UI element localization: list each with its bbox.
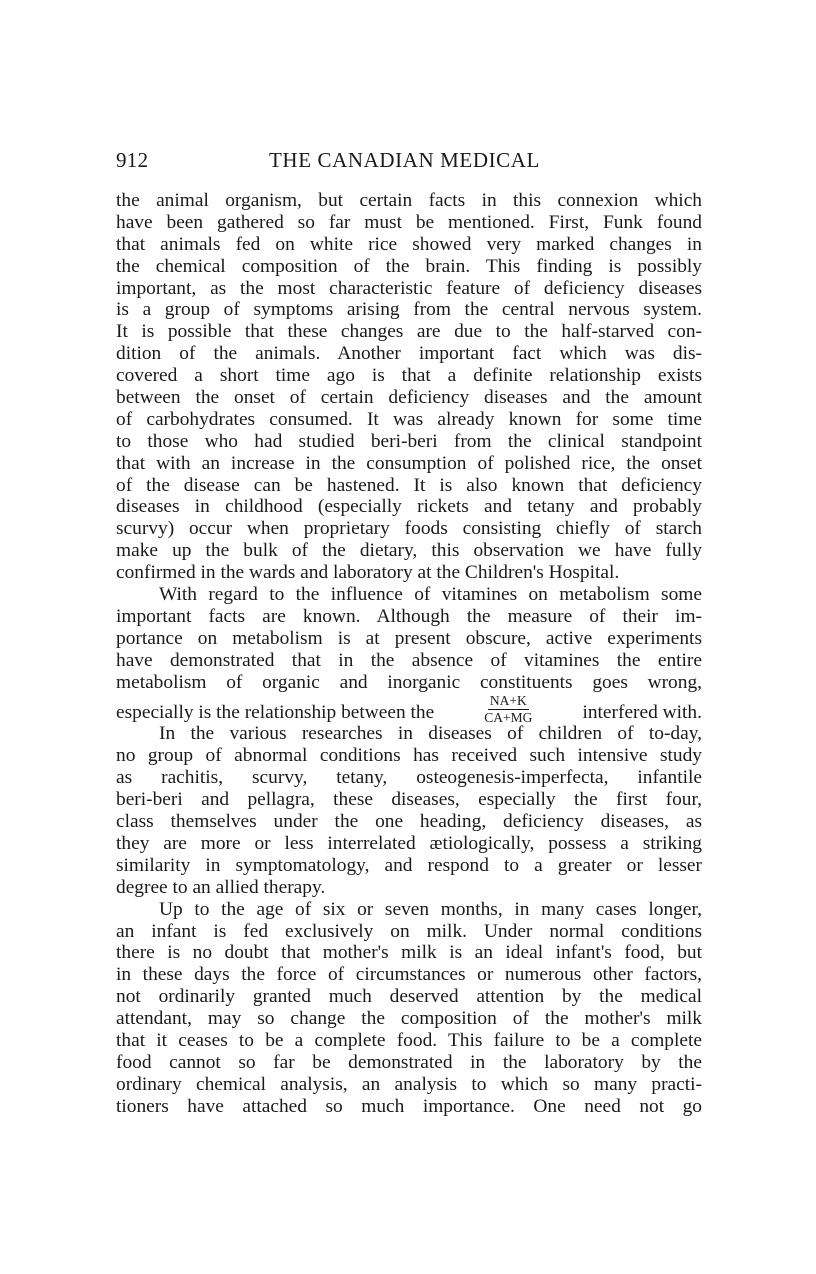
fraction-numerator: NA+K xyxy=(489,693,527,709)
text-line: class themselves under the one heading, deficiency diseases, as xyxy=(116,811,702,833)
ion-ratio-fraction xyxy=(482,694,534,725)
paragraph-2 xyxy=(116,584,702,726)
text-line: an infant is fed exclusively on milk. Under normal conditions xyxy=(116,920,702,942)
paragraph-1 xyxy=(116,190,702,584)
text-line: they are more or less interrelated ætiologically, possess a striking xyxy=(116,832,702,854)
text-line: of carbohydrates consumed. It was already known for some time xyxy=(116,408,702,430)
text-line: not ordinarily granted much deserved attention by the medical xyxy=(116,986,702,1008)
paragraph-4 xyxy=(116,899,702,1118)
page-number: 912 xyxy=(116,148,149,172)
text-line: important facts are known. Although the measure of their im- xyxy=(116,605,702,627)
text-line: scurvy) occur when proprietary foods consisting chiefly of starch xyxy=(116,518,702,540)
text-line: food cannot so far be demonstrated in the laboratory by the xyxy=(116,1051,702,1073)
text-line: between the onset of certain deficiency diseases and the amount xyxy=(116,387,702,409)
text-line: dition of the animals. Another important fact which was dis- xyxy=(116,343,702,365)
text-line: It is possible that these changes are due to the half-starved con- xyxy=(116,321,702,343)
text-line: as rachitis, scurvy, tetany, osteogenesis-imperfecta, infantile xyxy=(116,767,702,789)
text-line: In the various researches in diseases of children of to-day, xyxy=(159,723,702,745)
running-title: THE CANADIAN MEDICAL xyxy=(269,148,540,172)
text-line: the animal organism, but certain facts in this connexion which xyxy=(116,190,702,211)
paragraph-3 xyxy=(116,723,702,898)
text-line: With regard to the influence of vitamines on metabolism some xyxy=(159,584,702,606)
text-line: covered a short time ago is that a definite relationship exists xyxy=(116,365,702,387)
text-line: that it ceases to be a complete food. This failure to be a complete xyxy=(116,1029,702,1051)
fraction-denominator: CA+MG xyxy=(484,710,533,726)
page-header xyxy=(116,148,704,178)
text-line: in these days the force of circumstances or numerous other factors, xyxy=(116,964,702,986)
text-line: beri-beri and pellagra, these diseases, especially the first four, xyxy=(116,789,702,811)
text-line: attendant, may so change the composition of the mother's milk xyxy=(116,1008,702,1030)
text-line: similarity in symptomatology, and respond to a greater or lesser xyxy=(116,854,702,876)
text-line: important, as the most characteristic feature of deficiency diseases xyxy=(116,277,702,299)
text-line: diseases in childhood (especially rickets and tetany and probably xyxy=(116,496,702,518)
text-line: have been gathered so far must be mentioned. First, Funk found xyxy=(116,211,702,233)
text-line: the chemical composition of the brain. This finding is possibly xyxy=(116,255,702,277)
text-line: metabolism of organic and inorganic constituents goes wrong, xyxy=(116,671,702,693)
text-line: of the disease can be hastened. It is also known that deficiency xyxy=(116,474,702,496)
text-line: make up the bulk of the dietary, this observation we have fully xyxy=(116,540,702,562)
text-line: portance on metabolism is at present obscure, active experiments xyxy=(116,627,702,649)
text-line: degree to an allied therapy. xyxy=(116,876,326,898)
formula-line-before: especially is the relationship between the xyxy=(116,701,435,723)
body-text xyxy=(116,190,702,1118)
text-line: that animals fed on white rice showed very marked changes in xyxy=(116,233,702,255)
text-line: tioners have attached so much importance. One need not go xyxy=(116,1095,702,1117)
text-line: there is no doubt that mother's milk is an ideal infant's food, but xyxy=(116,942,702,964)
text-line: that with an increase in the consumption of polished rice, the onset xyxy=(116,452,702,474)
text-line: is a group of symptoms arising from the central nervous system. xyxy=(116,299,702,321)
text-line: to those who had studied beri-beri from the clinical standpoint xyxy=(116,430,702,452)
text-line: confirmed in the wards and laboratory at the Children's Hospital. xyxy=(116,562,620,584)
text-line: ordinary chemical analysis, an analysis to which so many practi- xyxy=(116,1073,702,1095)
formula-line-after: interfered with. xyxy=(582,701,702,723)
formula-line xyxy=(116,693,702,726)
text-line: Up to the age of six or seven months, in many cases longer, xyxy=(159,898,702,920)
text-line: have demonstrated that in the absence of vitamines the entire xyxy=(116,649,702,671)
text-line: no group of abnormal conditions has received such intensive study xyxy=(116,745,702,767)
